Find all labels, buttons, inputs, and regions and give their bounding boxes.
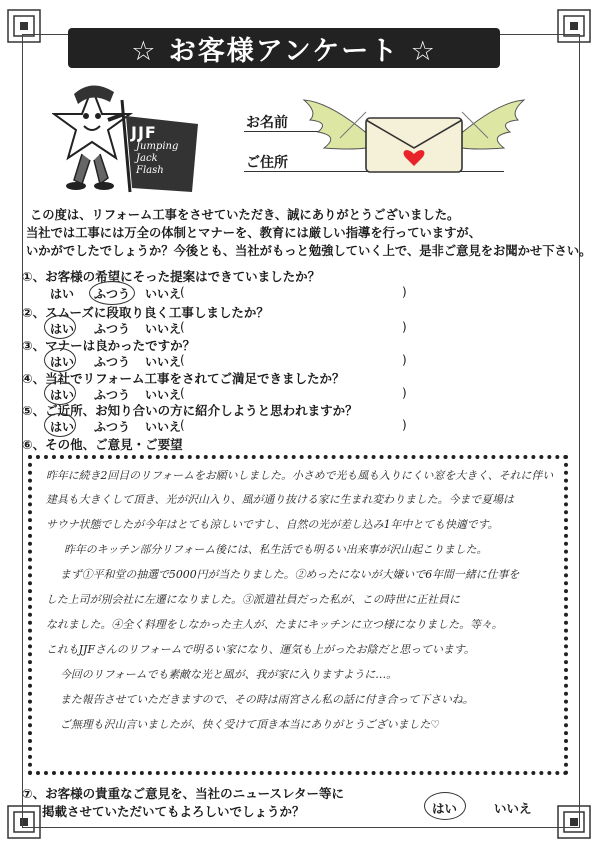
comment-line-8: これもJJFさんのリフォームで明るい家になり、運気も上がったお陰だと思っています。: [46, 643, 475, 656]
logo-line-3: Flash: [136, 165, 164, 176]
q1-paren-close: ): [402, 285, 407, 299]
question-7-line-1: ⑦、お客様の貴重なご意見を、当社のニュースレター等に: [22, 786, 344, 801]
logo-line-1: Jumping: [136, 141, 179, 152]
comment-line-4: 昨年のキッチン部分リフォーム後には、私生活でも明るい出来事が沢山起こりました。: [64, 543, 488, 556]
q2-paren-close: ): [402, 320, 407, 334]
q7-answer-circle: [424, 792, 466, 820]
q7-option-yes[interactable]: はい: [432, 801, 458, 816]
q5-answer-circle: [44, 413, 76, 437]
comment-line-11: ご無理も沢山言いましたが、快く受けて頂き本当にありがとうございました♡: [60, 718, 441, 731]
q1-answer-circle: [89, 281, 135, 305]
question-6: ⑥、その他、ご意見・ご要望: [22, 437, 183, 452]
intro-line-2: 当社では工事には万全の体制とマナーを、教育には厳しい指導を行っていますが、: [26, 226, 481, 240]
q5-paren-open: (: [180, 418, 185, 432]
intro-line-1: この度は、リフォーム工事をさせていただき、誠にありがとうございました。: [30, 208, 460, 222]
q2-option-normal[interactable]: ふつう: [94, 322, 131, 336]
comment-line-3: サウナ状態でしたが今年はとても涼しいですし、自然の光が差し込み1年中とても快適です。: [46, 518, 499, 531]
q1-option-yes[interactable]: はい: [50, 287, 75, 301]
question-2: ②、スムーズに段取り良く工事しましたか？: [22, 305, 269, 320]
comment-line-6: した上司が別会社に左遷になりました。③派遣社員だった私が、この時世に正社員に: [46, 593, 460, 606]
logo-brand-text: JJF: [131, 123, 157, 142]
q4-paren-open: (: [180, 386, 185, 400]
q5-paren-close: ): [402, 418, 407, 432]
q5-option-normal[interactable]: ふつう: [94, 420, 131, 434]
jjf-mascot-logo: [52, 80, 202, 200]
q3-option-normal[interactable]: ふつう: [94, 355, 131, 369]
question-7-line-2: 掲載させていただいてもよろしいでしょうか？: [42, 804, 305, 819]
question-4: ④、当社でリフォーム工事をされてご満足できましたか？: [22, 371, 345, 386]
comment-line-2: 建具も大きくして頂き、光が沢山入り、風が通り抜ける家に生まれ変わりました。今まで夏場は: [46, 493, 514, 506]
q3-option-yes[interactable]: はい: [50, 355, 75, 369]
q1-option-normal[interactable]: ふつう: [94, 287, 131, 301]
q3-paren-open: (: [180, 353, 185, 367]
comment-line-10: また報告させていただきますので、その時は雨宮さん私の話に付き合って下さいね。: [60, 693, 474, 706]
q1-option-no[interactable]: いいえ: [145, 287, 182, 301]
comment-line-7: なれました。④全く料理をしなかった主人が、たまにキッチンに立つ様になりました。等々。: [46, 618, 503, 631]
page-title: ☆ お客様アンケート ☆: [68, 28, 500, 68]
question-5: ⑤、ご近所、お知り合いの方に紹介しようと思われますか？: [22, 403, 358, 418]
question-3: ③、マナーは良かったですか？: [22, 338, 196, 353]
address-label: ご住所: [246, 155, 288, 171]
comment-line-5: まず①平和堂の抽選で5000円が当たりました。②めったにないが大嫌いで6年間一緒に仕事を: [60, 568, 520, 581]
logo-line-2: Jack: [136, 153, 158, 164]
comment-line-9: 今回のリフォームでも素敵な光と風が、我が家に入りますように…。: [60, 668, 398, 681]
q4-option-normal[interactable]: ふつう: [94, 388, 131, 402]
q3-option-no[interactable]: いいえ: [145, 355, 182, 369]
q2-option-yes[interactable]: はい: [50, 322, 75, 336]
q4-paren-close: ): [402, 386, 407, 400]
q4-option-no[interactable]: いいえ: [145, 388, 182, 402]
comment-line-1: 昨年に続き2回目のリフォームをお願いしました。小さめで光も風も入りにくい窓を大きく、それに伴い: [46, 469, 554, 482]
question-1: ①、お客様の希望にそった提案はできていましたか？: [22, 269, 321, 284]
q5-option-no[interactable]: いいえ: [145, 420, 182, 434]
q1-paren-open: (: [180, 285, 185, 299]
name-label: お名前: [246, 115, 288, 131]
intro-line-3: いかがでしたでしょうか？今後とも、当社がもっと勉強していく上で、是非ご意見をお聞かせ下さい。: [26, 244, 592, 258]
q7-option-no[interactable]: いいえ: [494, 801, 532, 816]
q4-option-yes[interactable]: はい: [50, 388, 75, 402]
q3-paren-close: ): [402, 353, 407, 367]
q2-paren-open: (: [180, 320, 185, 334]
q5-option-yes[interactable]: はい: [50, 420, 75, 434]
winged-envelope-illustration: [300, 92, 528, 176]
q2-option-no[interactable]: いいえ: [145, 322, 182, 336]
